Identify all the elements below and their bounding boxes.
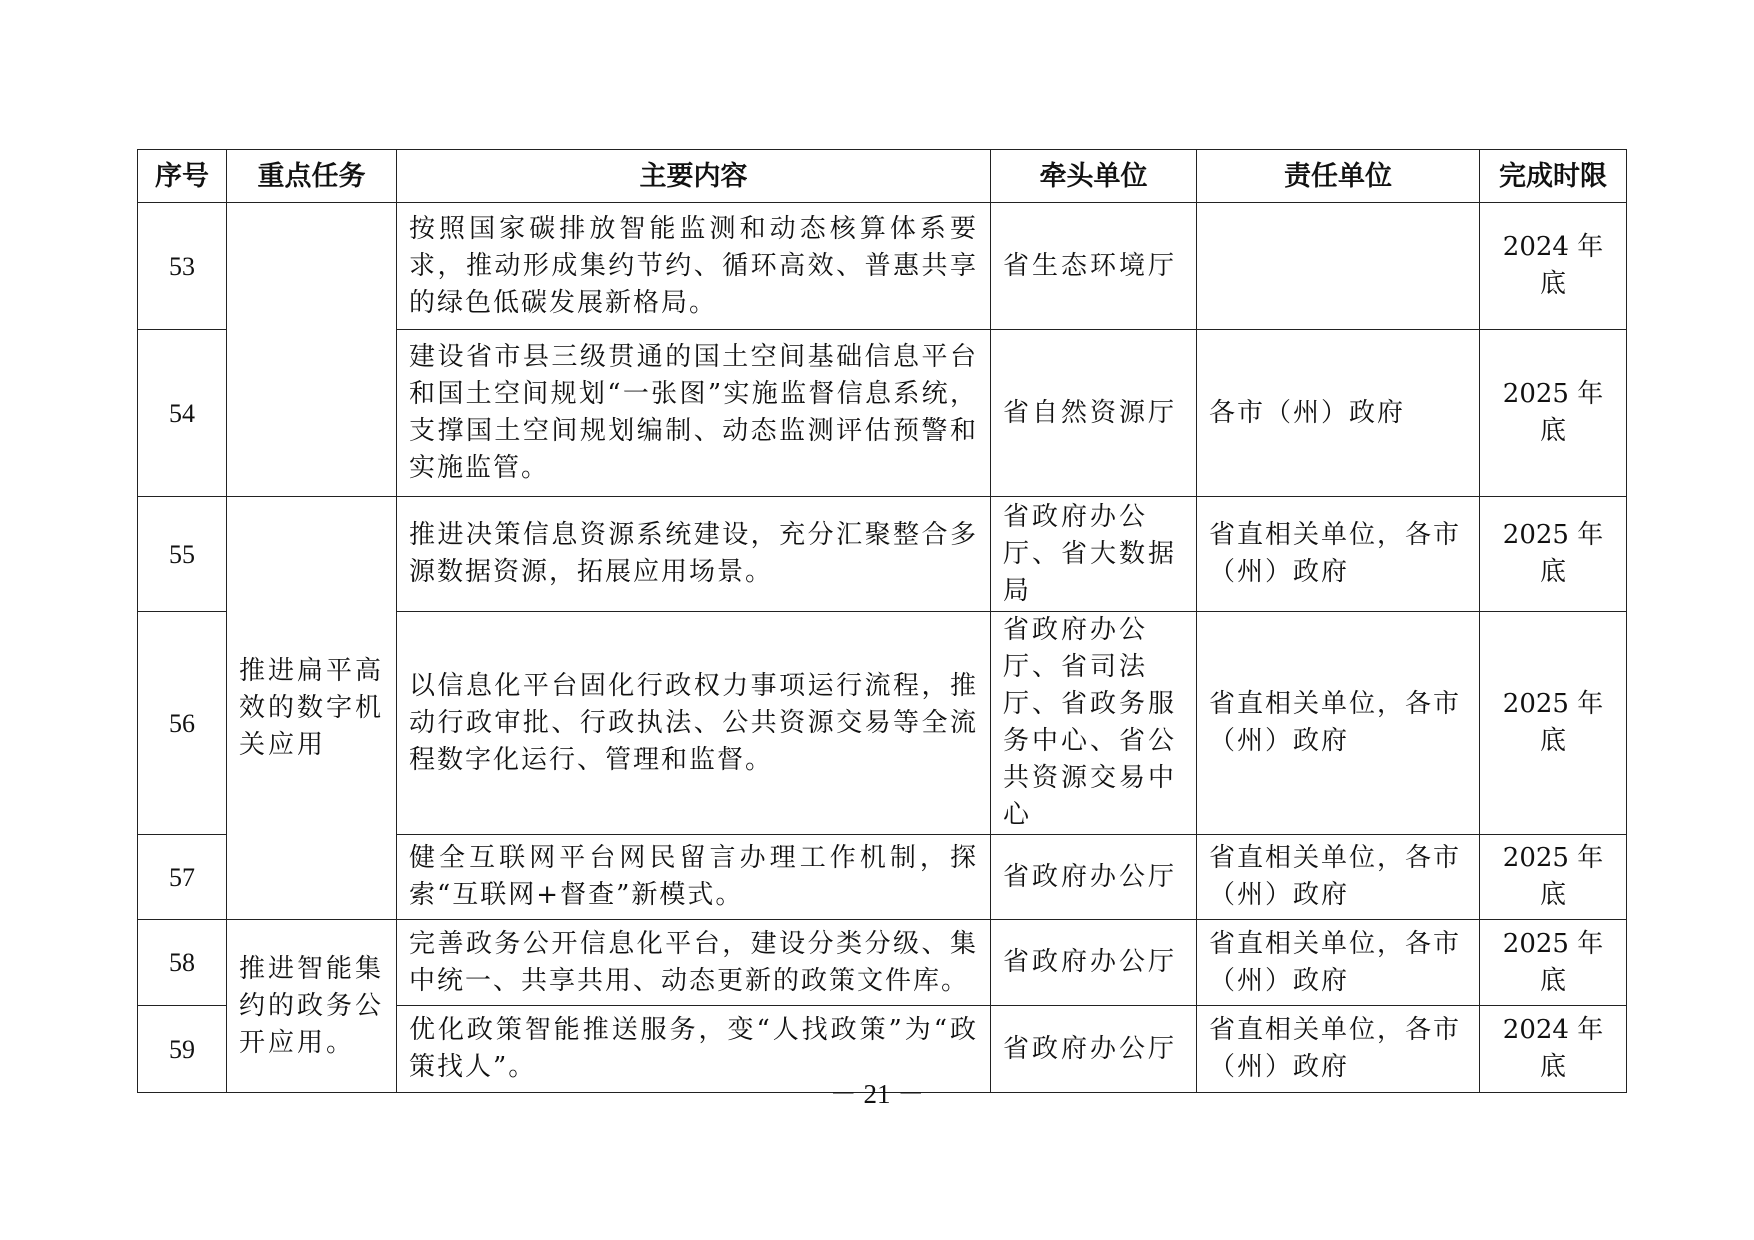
header-lead-unit: 牵头单位: [991, 150, 1197, 203]
row-number: 53: [138, 203, 227, 330]
content-cell: 以信息化平台固化行政权力事项运行流程，推动行政审批、行政执法、公共资源交易等全流程数字化运行、管理和监督。: [397, 612, 991, 835]
lead-unit-cell: 省自然资源厅: [991, 330, 1197, 497]
task-cell: [227, 203, 397, 497]
deadline-cell: 2025 年底: [1480, 835, 1627, 920]
deadline-cell: 2024 年底: [1480, 1006, 1627, 1093]
deadline-cell: 2025 年底: [1480, 920, 1627, 1006]
row-number: 58: [138, 920, 227, 1006]
responsible-unit-cell: 省直相关单位，各市（州）政府: [1197, 835, 1480, 920]
header-responsible-unit: 责任单位: [1197, 150, 1480, 203]
responsible-unit-cell: [1197, 203, 1480, 330]
task-table: [137, 149, 1627, 1093]
lead-unit-cell: 省政府办公厅: [991, 835, 1197, 920]
table-row: [138, 920, 1627, 1006]
lead-unit-cell: 省政府办公厅、省大数据局: [991, 497, 1197, 612]
page-number: － 21 －: [829, 1079, 925, 1109]
lead-unit-cell: 省政府办公厅、省司法厅、省政务服务中心、省公共资源交易中心: [991, 612, 1197, 835]
content-cell: 健全互联网平台网民留言办理工作机制，探索“互联网+督查”新模式。: [397, 835, 991, 920]
content-cell: 推进决策信息资源系统建设，充分汇聚整合多源数据资源，拓展应用场景。: [397, 497, 991, 612]
table-row: [138, 203, 1627, 330]
responsible-unit-cell: 省直相关单位，各市（州）政府: [1197, 612, 1480, 835]
header-deadline: 完成时限: [1480, 150, 1627, 203]
row-number: 57: [138, 835, 227, 920]
content-cell: 优化政策智能推送服务，变“人找政策”为“政策找人”。: [397, 1006, 991, 1093]
task-cell: 推进智能集约的政务公开应用。: [227, 920, 397, 1093]
lead-unit-cell: 省生态环境厅: [991, 203, 1197, 330]
table-row: [138, 497, 1627, 612]
responsible-unit-cell: 省直相关单位，各市（州）政府: [1197, 497, 1480, 612]
content-cell: 完善政务公开信息化平台，建设分类分级、集中统一、共享共用、动态更新的政策文件库。: [397, 920, 991, 1006]
row-number: 55: [138, 497, 227, 612]
responsible-unit-cell: 省直相关单位，各市（州）政府: [1197, 1006, 1480, 1093]
table-header-row: [138, 150, 1627, 203]
row-number: 59: [138, 1006, 227, 1093]
deadline-cell: 2025 年底: [1480, 330, 1627, 497]
lead-unit-cell: 省政府办公厅: [991, 1006, 1197, 1093]
header-task: 重点任务: [227, 150, 397, 203]
row-number: 54: [138, 330, 227, 497]
deadline-cell: 2025 年底: [1480, 612, 1627, 835]
deadline-cell: 2025 年底: [1480, 497, 1627, 612]
lead-unit-cell: 省政府办公厅: [991, 920, 1197, 1006]
header-no: 序号: [138, 150, 227, 203]
content-cell: 建设省市县三级贯通的国土空间基础信息平台和国土空间规划“一张图”实施监督信息系统，支撑国土空间规划编制、动态监测评估预警和实施监管。: [397, 330, 991, 497]
responsible-unit-cell: 各市（州）政府: [1197, 330, 1480, 497]
content-cell: 按照国家碳排放智能监测和动态核算体系要求，推动形成集约节约、循环高效、普惠共享的绿色低碳发展新格局。: [397, 203, 991, 330]
responsible-unit-cell: 省直相关单位，各市（州）政府: [1197, 920, 1480, 1006]
row-number: 56: [138, 612, 227, 835]
deadline-cell: 2024 年底: [1480, 203, 1627, 330]
task-cell: 推进扁平高效的数字机关应用: [227, 497, 397, 920]
header-content: 主要内容: [397, 150, 991, 203]
